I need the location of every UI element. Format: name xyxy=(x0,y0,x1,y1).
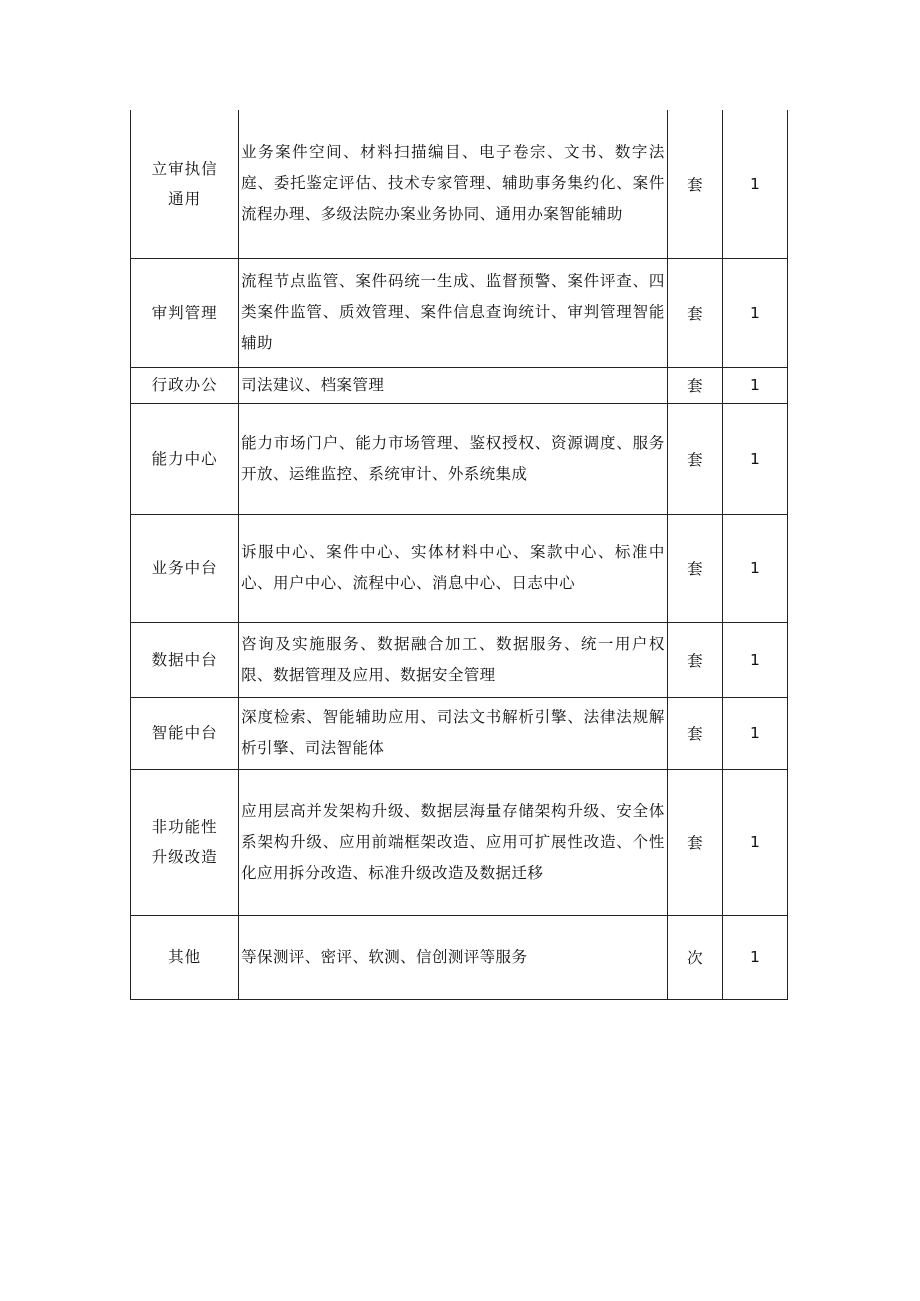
item-quantity: 1 xyxy=(722,367,787,403)
item-description: 等保测评、密评、软测、信创测评等服务 xyxy=(239,915,668,999)
item-unit: 套 xyxy=(667,403,722,514)
table-row xyxy=(131,769,788,915)
table-row xyxy=(131,403,788,514)
item-description: 能力市场门户、能力市场管理、鉴权授权、资源调度、服务开放、运维监控、系统审计、外系统集成 xyxy=(239,403,668,514)
table-row xyxy=(131,622,788,697)
table-row xyxy=(131,915,788,999)
item-unit: 套 xyxy=(667,697,722,769)
item-description: 咨询及实施服务、数据融合加工、数据服务、统一用户权限、数据管理及应用、数据安全管理 xyxy=(239,622,668,697)
item-name: 能力中心 xyxy=(131,403,239,514)
item-unit: 套 xyxy=(667,367,722,403)
item-description: 司法建议、档案管理 xyxy=(239,367,668,403)
item-description: 流程节点监管、案件码统一生成、监督预警、案件评查、四类案件监管、质效管理、案件信息查询统计、审判管理智能辅助 xyxy=(239,258,668,367)
table-row xyxy=(131,697,788,769)
item-quantity: 1 xyxy=(722,697,787,769)
item-name: 智能中台 xyxy=(131,697,239,769)
item-name: 业务中台 xyxy=(131,514,239,622)
item-name: 其他 xyxy=(131,915,239,999)
item-description: 应用层高并发架构升级、数据层海量存储架构升级、安全体系架构升级、应用前端框架改造、应用可扩展性改造、个性化应用拆分改造、标准升级改造及数据迁移 xyxy=(239,769,668,915)
item-name: 数据中台 xyxy=(131,622,239,697)
item-name: 审判管理 xyxy=(131,258,239,367)
item-name: 行政办公 xyxy=(131,367,239,403)
item-unit: 次 xyxy=(667,915,722,999)
item-quantity: 1 xyxy=(722,622,787,697)
item-quantity: 1 xyxy=(722,110,787,258)
item-description: 业务案件空间、材料扫描编目、电子卷宗、文书、数字法庭、委托鉴定评估、技术专家管理、辅助事务集约化、案件流程办理、多级法院办案业务协同、通用办案智能辅助 xyxy=(239,110,668,258)
table-row xyxy=(131,367,788,403)
item-description: 深度检索、智能辅助应用、司法文书解析引擎、法律法规解析引擎、司法智能体 xyxy=(239,697,668,769)
item-quantity: 1 xyxy=(722,258,787,367)
item-description: 诉服中心、案件中心、实体材料中心、案款中心、标准中心、用户中心、流程中心、消息中心、日志中心 xyxy=(239,514,668,622)
table-row xyxy=(131,258,788,367)
item-quantity: 1 xyxy=(722,769,787,915)
item-unit: 套 xyxy=(667,622,722,697)
table-row xyxy=(131,110,788,258)
item-unit: 套 xyxy=(667,258,722,367)
item-unit: 套 xyxy=(667,110,722,258)
table-row xyxy=(131,514,788,622)
item-quantity: 1 xyxy=(722,403,787,514)
item-quantity: 1 xyxy=(722,915,787,999)
item-unit: 套 xyxy=(667,514,722,622)
item-name: 立审执信通用 xyxy=(131,110,239,258)
item-unit: 套 xyxy=(667,769,722,915)
procurement-table xyxy=(130,110,788,1000)
item-quantity: 1 xyxy=(722,514,787,622)
item-name: 非功能性升级改造 xyxy=(131,769,239,915)
